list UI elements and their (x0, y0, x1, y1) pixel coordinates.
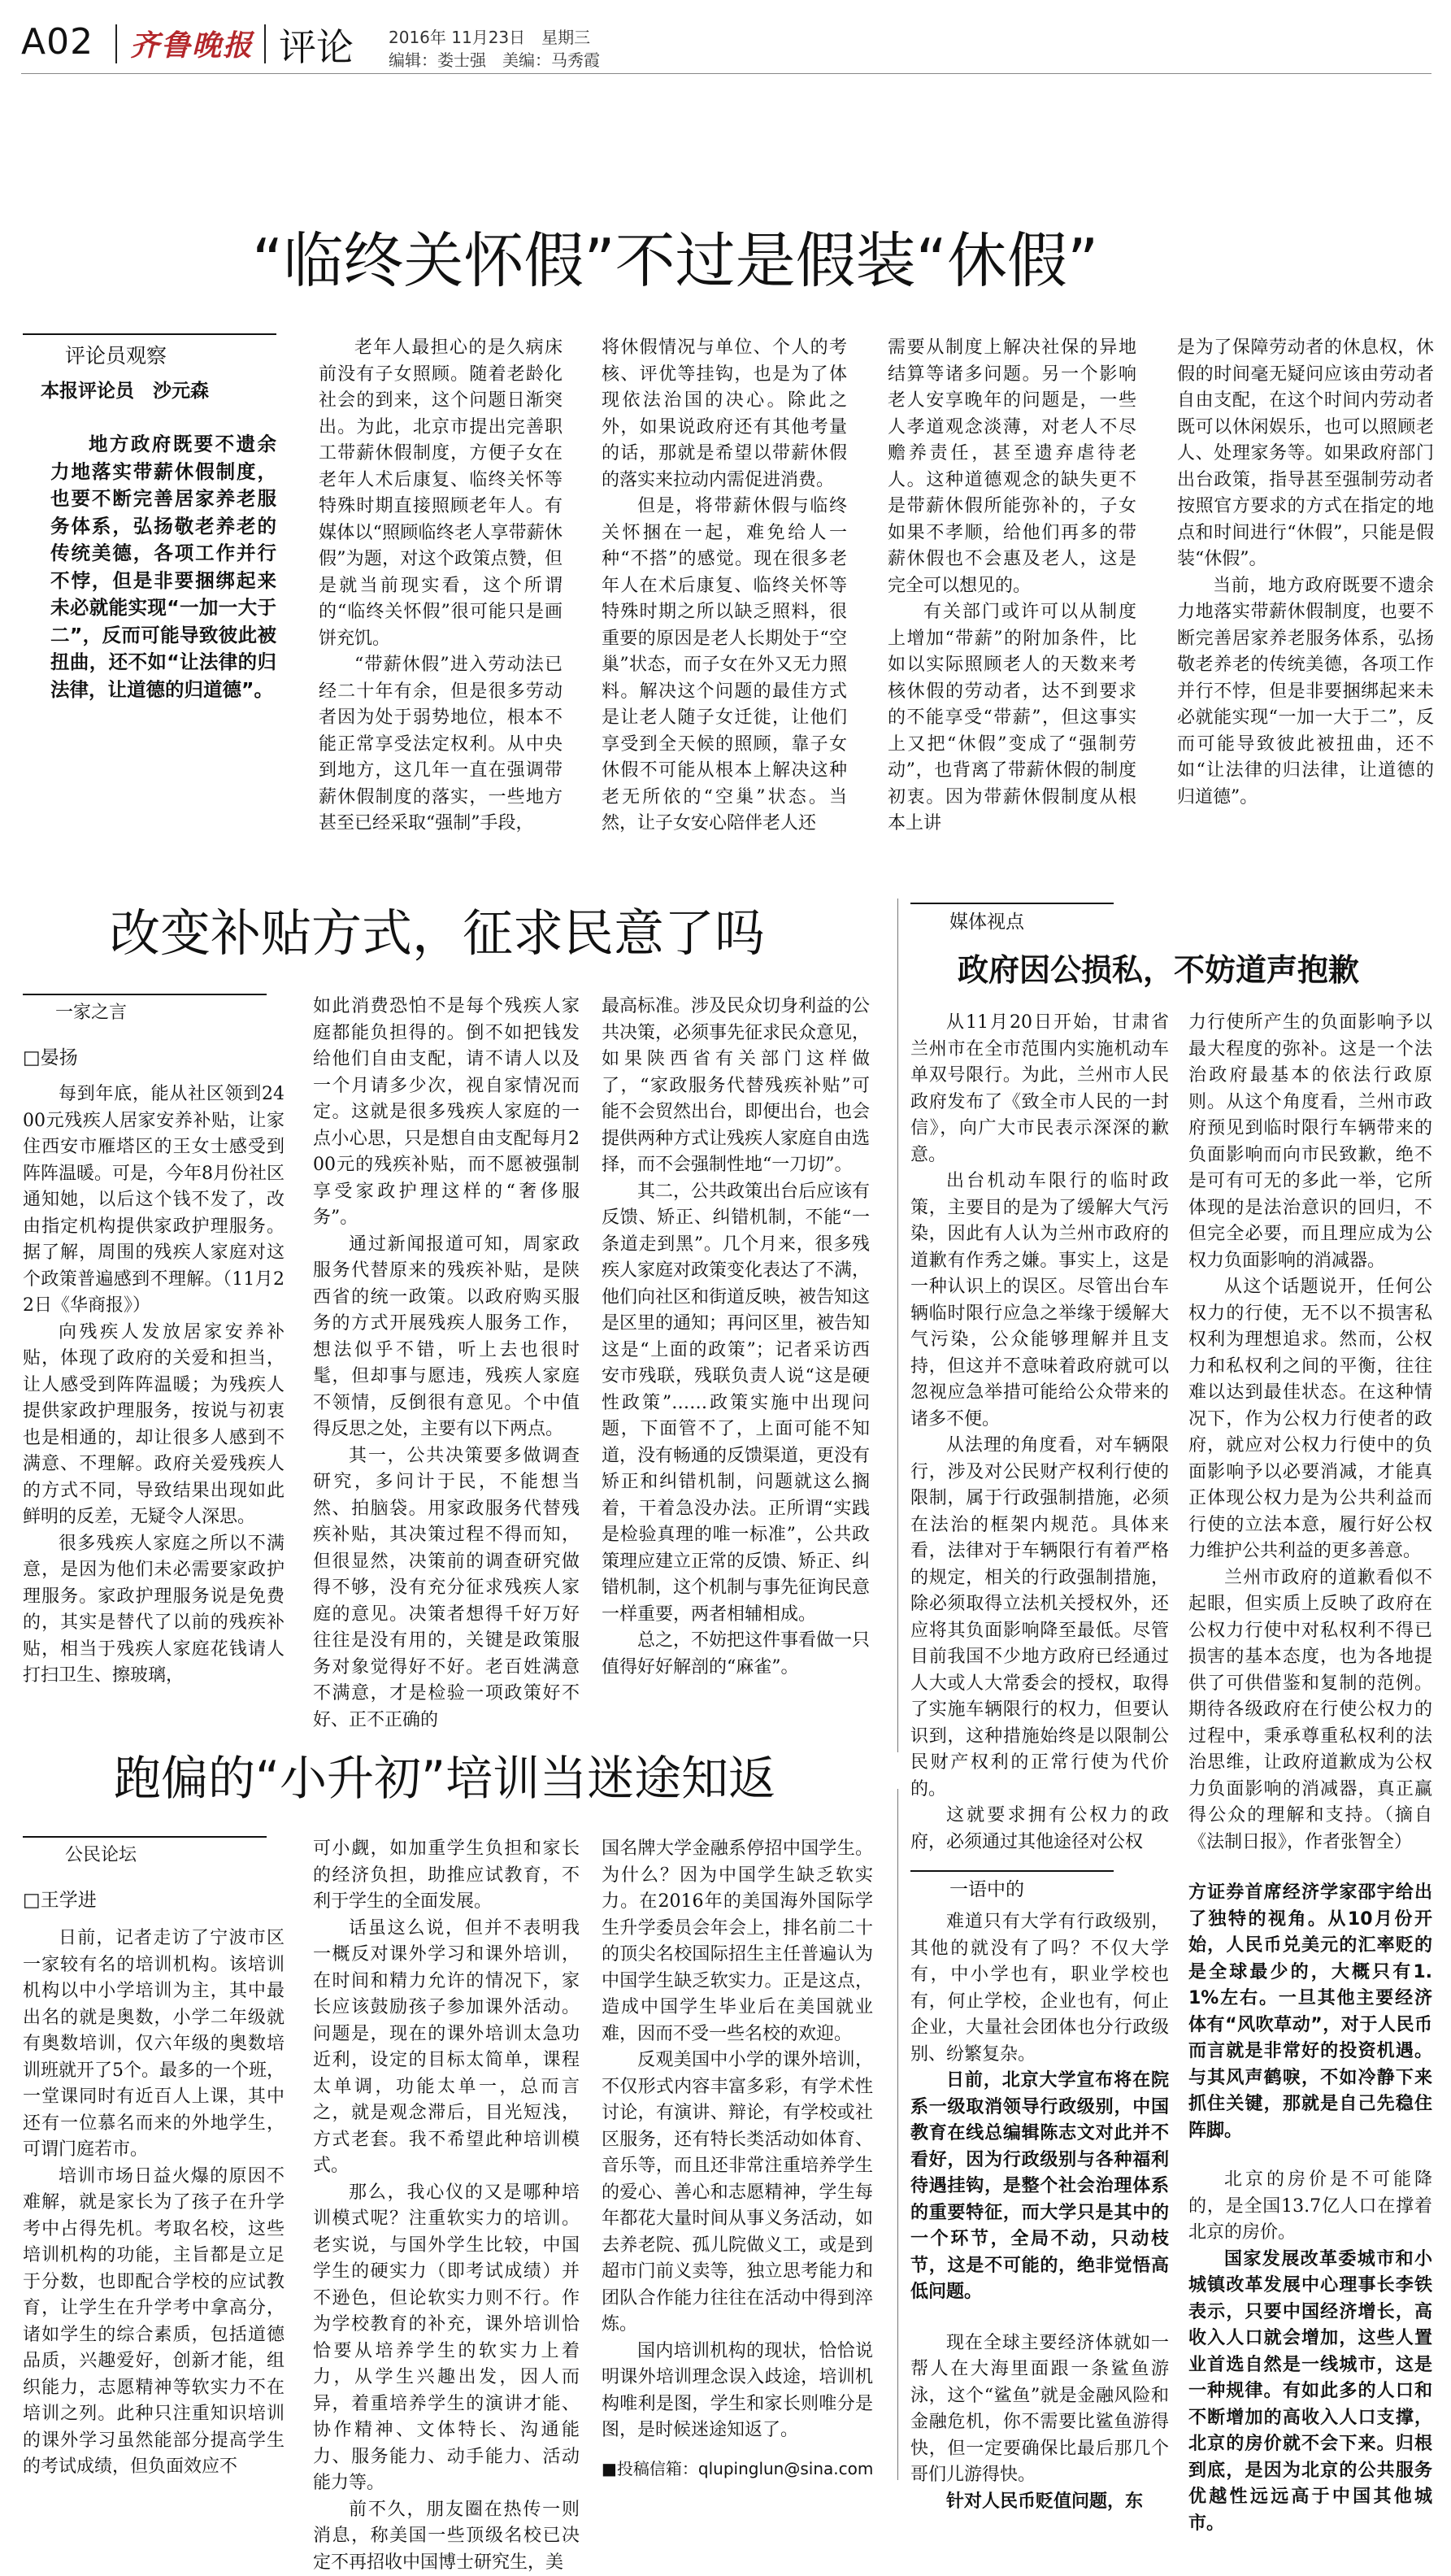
context-paragraph: 日前，北京大学宣布将在院系一级取消领导行政级别，中国教育在线总编辑陈志文对此并不看好，因为行政级别与各种福利待遇挂钩，是整个社会治理体系的重要特征，而大学只是其中的一个环节，全局不动，只动枝节，这是不可能的，绝非觉悟高低问题。 (910, 2068, 1169, 2306)
article2-column-2 (313, 994, 580, 1724)
paper-logo: 齐鲁晚报 (130, 23, 254, 64)
paragraph: 最高标准。涉及民众切身利益的公共决策，必须事先征求民众意见，如果陕西省有关部门这样做了，“家政服务代替残疾补贴”可能不会贸然出台，即便出台，也会提供两种方式让残疾人家庭自由选择，而不会强制性地“一刀切”。 (602, 994, 870, 1179)
paragraph: 其二，公共政策出台后应该有反馈、矫正、纠错机制，不能“一条道走到黑”。几个月来，很多残疾人家庭对政策变化表达了不满，他们向社区和街道反映，被告知这是区里的通知；再问区里，被告知这是“上面的政策”；记者采访西安市残联，残联负责人说“这是硬性政策”……政策实施中出现问题，下面管不了，上面可能不知道，没有畅通的反馈渠道，更没有矫正和纠错机制，问题就这么搁着，干着急没办法。正所谓“实践是检验真理的唯一标准”，公共政策理应建立正常的反馈、矫正、纠错机制，这个机制与事先征询民意一样重要，两者相辅相成。 (602, 1179, 870, 1629)
paragraph: 如此消费恐怕不是每个残疾人家庭都能负担得的。倒不如把钱发给他们自由支配，请不请人以及一个月请多少次，视自家情况而定。这就是很多残疾人家庭的一点小心思，只是想自由支配每月200元的残疾补贴，而不愿被强制享受家政护理这样的“奢侈服务”。 (313, 994, 580, 1232)
context-paragraph: 方证券首席经济学家邵宇给出了独特的视角。从10月份开始，人民币兑美元的汇率贬的是全球最少的，大概只有1.1%左右。一旦其他主要经济体有“风吹草动”，对于人民币而言就是非常好的投资机遇。与其风声鹤唳，不如冷静下来抓住关键，那就是自己先稳住阵脚。 (1188, 1880, 1432, 2144)
page-number: A02 (21, 21, 93, 63)
context-paragraph: 国家发展改革委城市和小城镇改革发展中心理事长李铁表示，只要中国经济增长，高收入人口就会增加，这些人置业首选自然是一线城市，这是一种规律。有如此多的人口和不断增加的高收入人口支撑，北京的房价就不会下来。归根到底，是因为北京的公共服务优越性远远高于中国其他城市。 (1188, 2247, 1432, 2538)
column-tag-rule (23, 1836, 267, 1838)
article5-column-tag: 一语中的 (949, 1874, 1024, 1901)
article4-column-1 (23, 1925, 285, 2487)
lead-paragraph: 地方政府既要不遗余力地落实带薪休假制度，也要不断完善居家养老服务体系，弘扬敬老养老的传统美德，各项工作并行不悖，但是非要捆绑起来未必就能实现“一加一大于二”，反而可能导致彼此被扭曲，还不如“让法律的归法律，让道德的归道德”。 (50, 431, 276, 703)
paragraph: 那么，我心仪的又是哪种培训模式呢？注重软实力的培训。老实说，与国外学生比较，中国学生的硬实力（即考试成绩）并不逊色，但论软实力则不行。作为学校教育的补充，课外培训恰恰要从培养学生的软实力上着力，从学生兴趣出发，因人而异，着重培养学生的演讲才能、协作精神、文体特长、沟通能力、服务能力、动手能力、活动能力等。 (313, 2180, 580, 2497)
paragraph: 力行使所产生的负面影响予以最大程度的弥补。这是一个法治政府最基本的依法行政原则。从这个角度看，兰州市政府预见到临时限行车辆带来的负面影响而向市民致歉，绝不是可有可无的多此一举，它所体现的是法治意识的回归，不但完全必要，而且理应成为公权力负面影响的消减器。 (1188, 1010, 1432, 1274)
article4-column-3 (602, 1836, 873, 2446)
paragraph: 从法理的角度看，对车辆限行，涉及对公民财产权利行使的限制，属于行政强制措施，必须在法治的框架内规范。具体来看，法律对于车辆限行有着严格的规定，相关的行政强制措施，除必须取得立法机关授权外，还应将其负面影响降至最低。尽管目前我国不少地方政府已经通过人大或人大常委会的授权，取得了实施车辆限行的权力，但要认识到，这种措施始终是以限制公民财产权利的正常行使为代价的。 (910, 1433, 1169, 1803)
article3-column-2 (1188, 1010, 1432, 1693)
paragraph: 但是，将带薪休假与临终关怀捆在一起，难免给人一种“不搭”的感觉。现在很多老年人在术后康复、临终关怀等特殊时期之所以缺乏照料，很重要的原因是老人长期处于“空巢”状态，而子女在外又无力照料。解决这个问题的最佳方式是让老人随子女迁徙，让他们享受到全天候的照顾，靠子女休假不可能从根本上解决这种老无所依的“空巢”状态。当然，让子女安心陪伴老人还 (602, 494, 847, 838)
article5-column-1 (910, 1909, 1169, 2488)
article3-headline: 政府因公损私，不妨道声抱歉 (958, 945, 1359, 990)
article4-column-2 (313, 1836, 580, 2487)
paragraph: 每到年底，能从社区领到2400元残疾人居家安养补贴，让家住西安市雁塔区的王女士感受到阵阵温暖。可是，今年8月份社区通知她，以后这个钱不发了，改由指定机构提供家政护理服务。据了解，周围的残疾人家庭对这个政策普遍感到不理解。（11月22日《华商报》） (23, 1081, 285, 1320)
paragraph: 出台机动车限行的临时政策，主要目的是为了缓解大气污染，因此有人认为兰州市政府的道歉有作秀之嫌。事实上，这是一种认识上的误区。尽管出台车辆临时限行应急之举缘于缓解大气污染，公众能够理解并且支持，但这并不意味着政府就可以忽视应急举措可能给公众带来的诸多不便。 (910, 1168, 1169, 1433)
article2-column-1 (23, 1081, 285, 1724)
paragraph: 总之，不妨把这件事看做一只值得好好解剖的“麻雀”。 (602, 1628, 870, 1681)
paragraph: 可小觑，如加重学生负担和家长的经济负担，助推应试教育，不利于学生的全面发展。 (313, 1836, 580, 1916)
article2-column-3 (602, 994, 870, 1724)
column-tag-rule (910, 1870, 1114, 1872)
paragraph: “带薪休假”进入劳动法已经二十年有余，但是很多劳动者因为处于弱势地位，根本不能正常享受法定权利。从中央到地方，这几年一直在强调带薪休假制度的落实，一些地方甚至已经采取“强制”手段， (319, 652, 563, 838)
paragraph: 兰州市政府的道歉看似不起眼，但实质上反映了政府在公权力行使中对私权利不得已损害的基本态度，也为各地提供了可供借鉴和复制的范例。期待各级政府在行使公权力的过程中，秉承尊重私权利的法治思维，让政府道歉成为公权力负面影响的消减器，真正赢得公众的理解和支持。（摘自《法制日报》，作者张智全） (1188, 1565, 1432, 1856)
paragraph: 是为了保障劳动者的休息权，休假的时间毫无疑问应该由劳动者自由支配，在这个时间内劳动者既可以休闲娱乐，也可以照顾老人、处理家务等。如果政府部门出台政策，指导甚至强制劳动者按照官方要求的方式在指定的地点和时间进行“休假”，只能是假装“休假”。 (1177, 335, 1434, 573)
paragraph: 这就要求拥有公权力的政府，必须通过其他途径对公权 (910, 1803, 1169, 1856)
paragraph: 将休假情况与单位、个人的考核、评优等挂钩，也是为了体现依法治国的决心。除此之外，如果说政府还有其他考量的话，那就是希望以带薪休假的落实来拉动内需促进消费。 (602, 335, 847, 494)
column-tag-rule (23, 994, 267, 995)
article2-headline: 改变补贴方式，征求民意了吗 (110, 893, 765, 965)
masthead-divider (264, 24, 266, 63)
quote-paragraph: 现在全球主要经济体就如一帮人在大海里面跟一条鲨鱼游泳，这个“鲨鱼”就是金融风险和金融危机，你不需要比鲨鱼游得快，但一定要确保比最后那几个哥们儿游得快。 (910, 2330, 1169, 2489)
paragraph: 老年人最担心的是久病床前没有子女照顾。随着老龄化社会的到来，这个问题日渐突出。为此，北京市提出完善职工带薪休假制度，方便子女在老年人术后康复、临终关怀等特殊时期直接照顾老年人。有媒体以“照顾临终老人享带薪休假”为题，对这个政策点赞，但是就当前现实看，这个所谓的“临终关怀假”很可能只是画饼充饥。 (319, 335, 563, 652)
column-divider (897, 899, 898, 1752)
article1-byline: 本报评论员 沙元森 (41, 376, 209, 402)
paragraph: 其一，公共决策要多做调查研究，多问计于民，不能想当然、拍脑袋。用家政服务代替残疾补贴，其决策过程不得而知，但很显然，决策前的调查研究做得不够，没有充分征求残疾人家庭的意见。决策者想得千好万好往往是没有用的，关键是政策服务对象觉得好不好。老百姓满意不满意，才是检验一项政策好不好、正不正确的 (313, 1443, 580, 1734)
paragraph: 当前，地方政府既要不遗余力地落实带薪休假制度，也要不断完善居家养老服务体系，弘扬敬老养老的传统美德，各项工作并行不悖，但是非要捆绑起来未必就能实现“一加一大于二”，反而可能导致彼此被扭曲，还不如“让法律的归法律，让道德的归道德”。 (1177, 573, 1434, 812)
article4-author: □王学进 (23, 1885, 97, 1912)
submission-email: ■投稿信箱：qlupinglun@sina.com (602, 2456, 873, 2479)
column-tag-rule (910, 903, 1114, 904)
paragraph: 日前，记者走访了宁波市区一家较有名的培训机构。该培训机构以中小学培训为主，其中最出名的就是奥数，小学二年级就有奥数培训，仅六年级的奥数培训班就开了5个。最多的一个班，一堂课同时有近百人上课，其中还有一位慕名而来的外地学生，可谓门庭若市。 (23, 1925, 285, 2164)
quote-paragraph: 北京的房价是不可能降的，是全国13.7亿人口在撑着北京的房价。 (1188, 2167, 1432, 2247)
paragraph: 前不久，朋友圈在热传一则消息，称美国一些顶级名校已决定不再招收中国博士研究生，美 (313, 2497, 580, 2576)
article1-lead (50, 431, 276, 691)
article1-column-1 (319, 335, 563, 831)
section-title: 评论 (279, 18, 354, 72)
article3-column-tag: 媒体视点 (949, 907, 1024, 933)
paragraph: 培训市场日益火爆的原因不难解，就是家长为了孩子在升学考中占得先机。考取名校，这些培训机构的功能，主旨都是立足于分数，也即配合学校的应试教育，让学生在升学考中拿高分，诸如学生的综合素质，包括道德品质，兴趣爱好，创新才能，组织能力，志愿精神等软实力不在培训之列。此种只注重知识培训的课外学习虽然能部分提高学生的考试成绩，但负面效应不 (23, 2164, 285, 2481)
article2-author: □晏扬 (23, 1042, 78, 1069)
article2-column-tag: 一家之言 (55, 999, 127, 1024)
paragraph: 从11月20日开始，甘肃省兰州市在全市范围内实施机动车单双号限行。为此，兰州市人民政府发布了《致全市人民的一封信》，向广大市民表示深深的歉意。 (910, 1010, 1169, 1168)
paragraph: 向残疾人发放居家安养补贴，体现了政府的关爱和担当，让人感受到阵阵温暖；为残疾人提供家政护理服务，按说与初衷也是相通的，却让很多人感到不满意、不理解。政府关爱残疾人的方式不同，导致结果出现如此鲜明的反差，无疑令人深思。 (23, 1320, 285, 1531)
article4-column-tag: 公民论坛 (65, 1841, 137, 1866)
masthead-divider (115, 24, 117, 63)
editor-credits: 编辑：娄士强 美编：马秀霞 (389, 47, 600, 71)
column-divider (897, 1789, 898, 2480)
article4-headline: 跑偏的“小升初”培训当迷途知返 (114, 1740, 775, 1808)
article1-column-tag: 评论员观察 (65, 340, 167, 369)
paragraph: 从这个话题说开，任何公权力的行使，无不以不损害私权利为理想追求。然而，公权力和私权利之间的平衡，往往难以达到最佳状态。在这种情况下，作为公权力行使者的政府，就应对公权力行使中的负面影响予以必要消减，才能真正体现公权力是为公共利益而行使的立法本意，履行好公权力维护公共利益的更多善意。 (1188, 1274, 1432, 1565)
column-tag-rule (23, 333, 276, 335)
article1-column-3 (888, 335, 1136, 831)
masthead-rule (21, 73, 1431, 74)
paragraph: 国名牌大学金融系停招中国学生。为什么？因为中国学生缺乏软实力。在2016年的美国海外国际学生升学委员会年会上，排名前二十的顶尖名校国际招生主任普遍认为中国学生缺乏软实力。正是这点，造成中国学生毕业后在美国就业难，因而不受一些名校的欢迎。 (602, 1836, 873, 2047)
article1-column-4 (1177, 335, 1434, 831)
paragraph: 需要从制度上解决社保的异地结算等诸多问题。另一个影响老人安享晚年的问题是，一些人孝道观念淡薄，对老人不尽赡养责任，甚至遗弃虐待老人。这种道德观念的缺失更不是带薪休假所能弥补的，子女如果不孝顺，给他们再多的带薪休假也不会惠及老人，这是完全可以想见的。 (888, 335, 1136, 599)
paragraph: 反观美国中小学的课外培训，不仅形式内容丰富多彩，有学术性讨论，有演讲、辩论，有学校或社区服务，还有特长类活动如体育、音乐等，而且还非常注重培养学生的爱心、善心和志愿精神，学生每年都花大量时间从事义务活动，如去养老院、孤儿院做义工，或是到超市门前义卖等，独立思考能力和团队合作能力往往在活动中得到淬炼。 (602, 2047, 873, 2339)
quote-paragraph: 难道只有大学有行政级别，其他的就没有了吗？不仅大学有，中小学也有，职业学校也有，何止学校，企业也有，何止企业，大量社会团体也分行政级别、纷繁复杂。 (910, 1909, 1169, 2068)
article1-headline: “临终关怀假”不过是假装“休假” (252, 213, 1098, 299)
article3-column-1 (910, 1010, 1169, 1693)
issue-date: 2016年 11月23日 星期三 (389, 24, 590, 48)
paragraph: 国内培训机构的现状，恰恰说明课外培训理念误入歧途，培训机构唯利是图，学生和家长则唯分是图，是时候迷途知返了。 (602, 2339, 873, 2444)
article5-column-2 (1188, 1880, 1432, 2490)
paragraph: 有关部门或许可以从制度上增加“带薪”的附加条件，比如以实际照顾老人的天数来考核休假的劳动者，达不到要求的不能享受“带薪”，但这事实上又把“休假”变成了“强制劳动”，也背离了带薪休假的制度初衷。因为带薪休假制度从根本上讲 (888, 599, 1136, 838)
paragraph: 话虽这么说，但并不表明我一概反对课外学习和课外培训，在时间和精力允许的情况下，家长应该鼓励孩子参加课外活动。问题是，现在的课外培训太急功近利，设定的目标太简单，课程太单调，功能太单一，总而言之，就是观念滞后，目光短浅，方式老套。我不希望此种培训模式。 (313, 1916, 580, 2180)
context-paragraph: 针对人民币贬值问题，东 (910, 2489, 1169, 2516)
paragraph: 通过新闻报道可知，周家政服务代替原来的残疾补贴，是陕西省的统一政策。以政府购买服务的方式开展残疾人服务工作，想法似乎不错，听上去也很时髦，但却事与愿违，残疾人家庭不领情，反倒很有意见。个中值得反思之处，主要有以下两点。 (313, 1232, 580, 1443)
article1-column-2 (602, 335, 847, 831)
paragraph: 很多残疾人家庭之所以不满意，是因为他们未必需要家政护理服务。家政护理服务说是免费的，其实是替代了以前的残疾补贴，相当于残疾人家庭花钱请人打扫卫生、擦玻璃， (23, 1531, 285, 1690)
